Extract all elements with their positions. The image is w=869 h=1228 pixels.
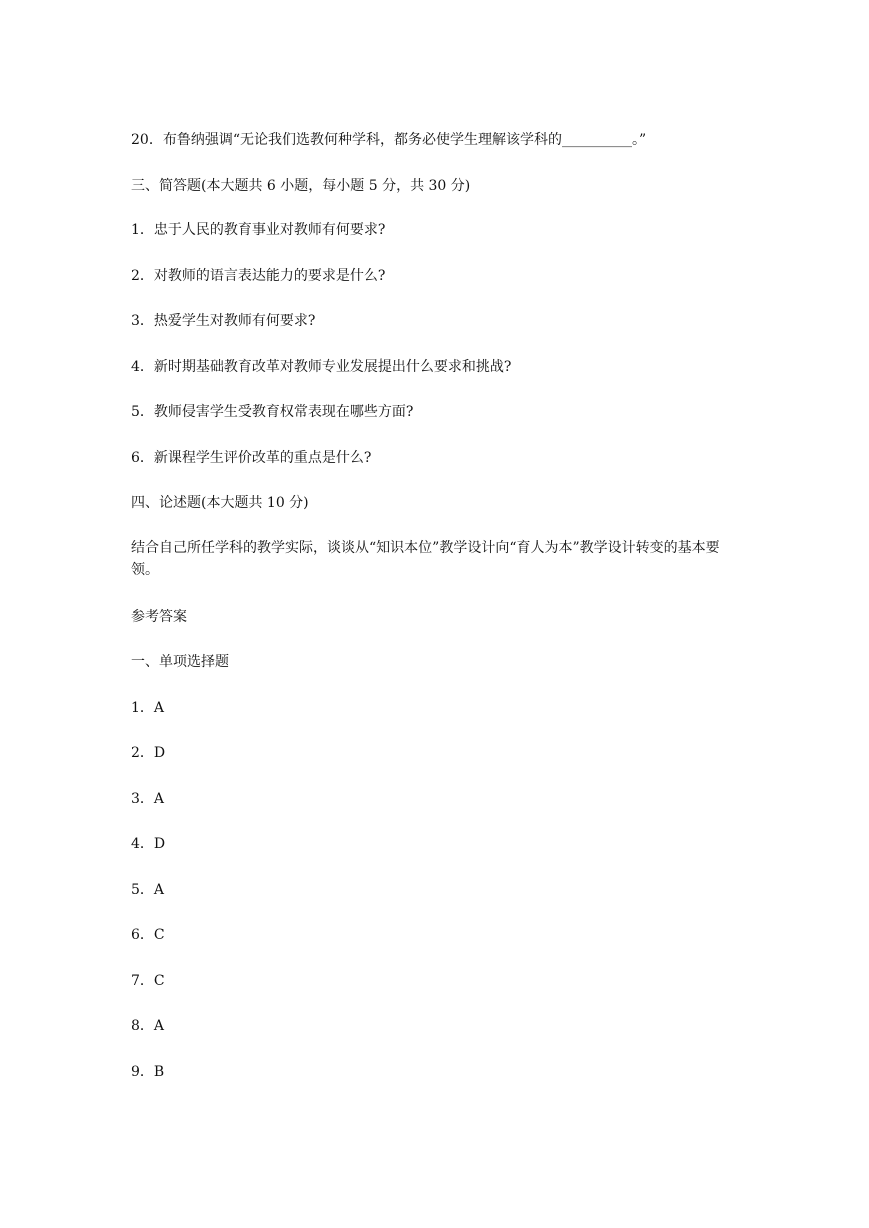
short-answer-question-1: 1．忠于人民的教育事业对教师有何要求? — [131, 222, 386, 238]
answer-item: 2．D — [131, 745, 166, 761]
short-answer-question-5: 5．教师侵害学生受教育权常表现在哪些方面? — [131, 404, 414, 420]
answer-item: 6．C — [131, 927, 165, 943]
question-20: 20．布鲁纳强调“无论我们选教何种学科，都务必使学生理解该学科的__________。” — [131, 132, 647, 148]
short-answer-question-4: 4．新时期基础教育改革对教师专业发展提出什么要求和挑战? — [131, 359, 512, 375]
answers-heading: 参考答案 — [131, 609, 187, 625]
essay-heading: 四、论述题(本大题共 10 分) — [131, 495, 309, 511]
answer-item: 5．A — [131, 882, 165, 898]
short-answer-question-2: 2．对教师的语言表达能力的要求是什么? — [131, 268, 386, 284]
short-answer-question-3: 3．热爱学生对教师有何要求? — [131, 313, 316, 329]
short-answer-question-6: 6．新课程学生评价改革的重点是什么? — [131, 450, 372, 466]
answer-item: 1．A — [131, 700, 165, 716]
short-answer-heading: 三、简答题(本大题共 6 小题，每小题 5 分，共 30 分) — [131, 178, 471, 194]
essay-prompt: 结合自己所任学科的教学实际，谈谈从“知识本位”教学设计向“育人为本”教学设计转变的基本要领。 — [131, 540, 720, 578]
answer-item: 9．B — [131, 1064, 165, 1080]
answer-item: 7．C — [131, 973, 165, 989]
answer-item: 3．A — [131, 791, 165, 807]
answer-item: 4．D — [131, 836, 166, 852]
answer-item: 8．A — [131, 1018, 165, 1034]
answers-section-heading: 一、单项选择题 — [131, 654, 229, 670]
